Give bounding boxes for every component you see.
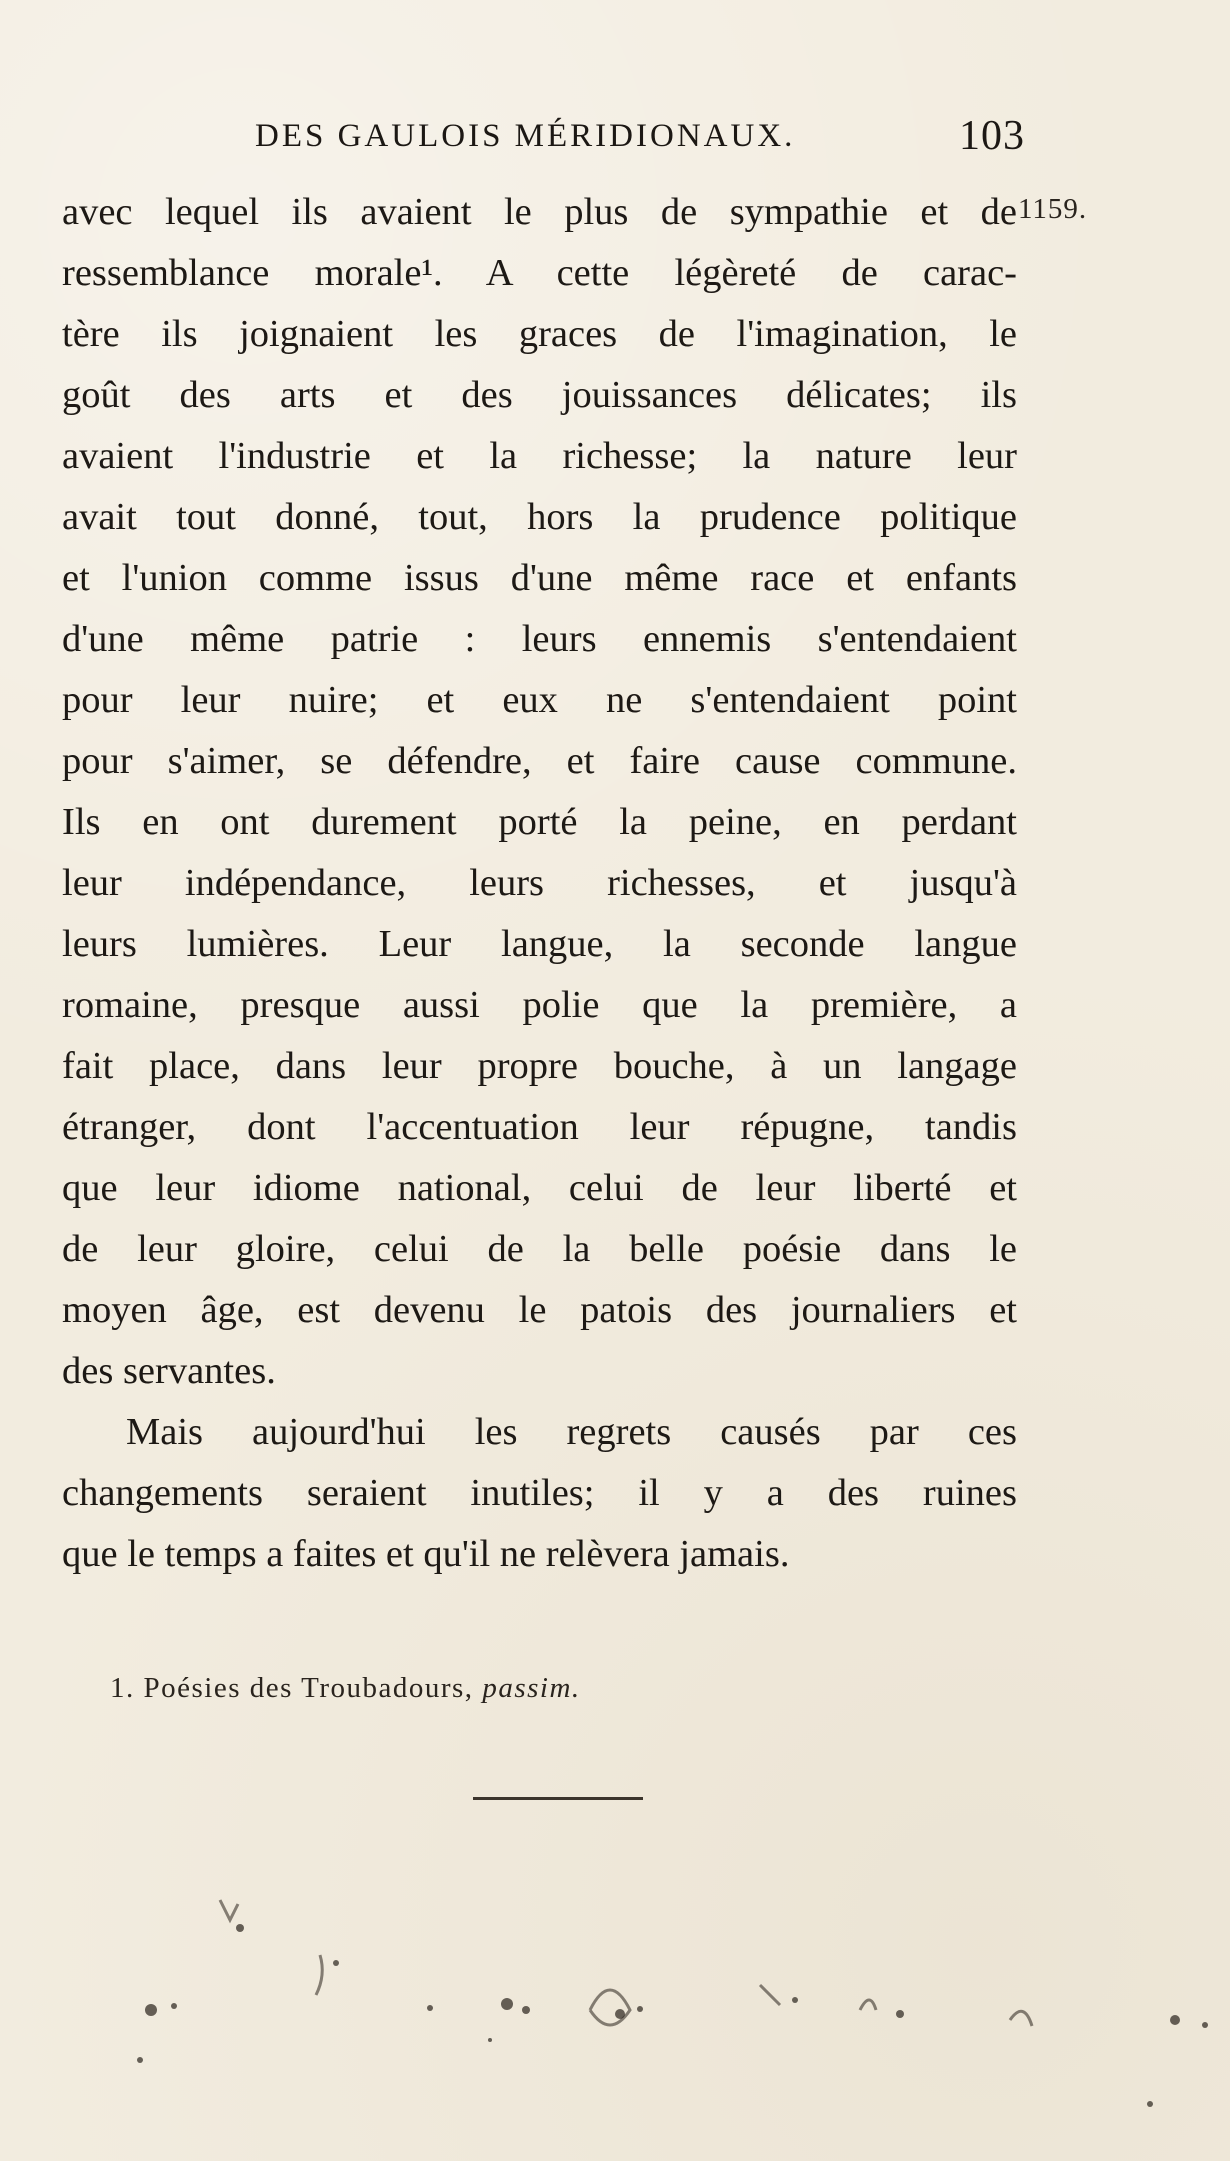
page-number: 103	[959, 113, 1025, 159]
footnote-text: Poésies des Troubadours,	[143, 1672, 474, 1704]
margin-date-note: 1159.	[1018, 193, 1088, 225]
text-line: des servantes.	[62, 1350, 276, 1392]
text-line: changements seraient inutiles; il y a des ruines	[62, 1472, 1017, 1514]
text-line: Mais aujourd'hui les regrets causés par ces	[126, 1411, 1017, 1453]
text-line: leur indépendance, leurs richesses, et jusqu'à	[62, 862, 1017, 904]
text-line: pour s'aimer, se défendre, et faire cause commune.	[62, 740, 1017, 782]
text-line: étranger, dont l'accentuation leur répugne, tandis	[62, 1106, 1017, 1148]
section-rule	[473, 1797, 643, 1800]
text-line: avec lequel ils avaient le plus de sympathie et de	[62, 191, 1017, 233]
text-line: ressemblance morale¹. A cette légèreté de carac-	[62, 252, 1017, 294]
footnote-marker: 1.	[110, 1672, 135, 1704]
text-line: leurs lumières. Leur langue, la seconde langue	[62, 923, 1017, 965]
text-line: de leur gloire, celui de la belle poésie dans le	[62, 1228, 1017, 1270]
text-line: que leur idiome national, celui de leur liberté et	[62, 1167, 1017, 1209]
text-line: que le temps a faites et qu'il ne relèvera jamais.	[62, 1533, 790, 1575]
text-line: tère ils joignaient les graces de l'imagination, le	[62, 313, 1017, 355]
body-text	[62, 182, 1017, 1585]
ink-specks	[0, 1860, 1230, 2160]
text-line: et l'union comme issus d'une même race et enfants	[62, 557, 1017, 599]
text-line: fait place, dans leur propre bouche, à un langage	[62, 1045, 1017, 1087]
text-line: romaine, presque aussi polie que la première, a	[62, 984, 1017, 1026]
text-line: pour leur nuire; et eux ne s'entendaient point	[62, 679, 1017, 721]
text-line: avaient l'industrie et la richesse; la nature leur	[62, 435, 1017, 477]
footnote	[110, 1672, 581, 1705]
running-head	[255, 113, 1025, 159]
text-line: moyen âge, est devenu le patois des journaliers et	[62, 1289, 1017, 1331]
footnote-italic: passim.	[482, 1672, 581, 1704]
text-line: avait tout donné, tout, hors la prudence politique	[62, 496, 1017, 538]
text-line: d'une même patrie : leurs ennemis s'entendaient	[62, 618, 1017, 660]
text-line: Ils en ont durement porté la peine, en perdant	[62, 801, 1017, 843]
running-title: DES GAULOIS MÉRIDIONAUX.	[255, 118, 796, 154]
text-line: goût des arts et des jouissances délicates; ils	[62, 374, 1017, 416]
